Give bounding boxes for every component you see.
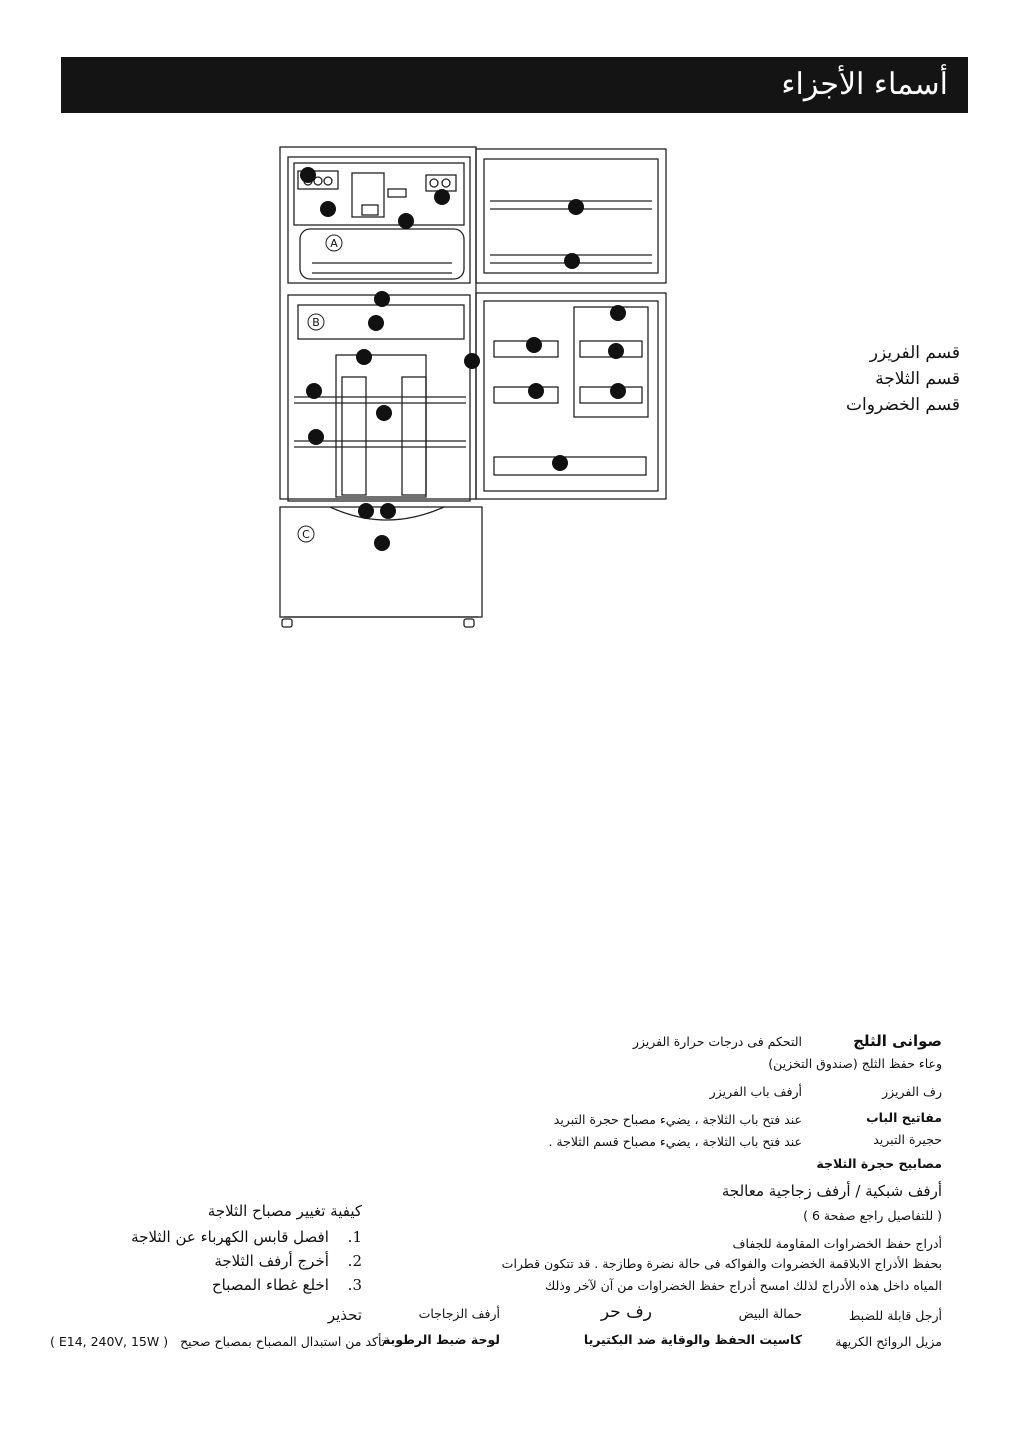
marker — [308, 429, 324, 445]
marker — [526, 337, 542, 353]
part-ice-bin: وعاء حفظ الثلج (صندوق التخزين) — [768, 1056, 942, 1071]
step-number: 1. — [347, 1228, 362, 1246]
title-bar — [61, 57, 968, 113]
marker — [306, 383, 322, 399]
step-text: أخرج أرفف الثلاجة — [214, 1252, 329, 1270]
part-egg-tray: حمالة البيض — [738, 1306, 802, 1321]
marker — [368, 315, 384, 331]
marker — [464, 353, 480, 369]
lamp-step — [212, 1276, 362, 1294]
part-deodorizer: مزيل الروائح الكريهة — [835, 1334, 942, 1349]
lamp-change-title: كيفية تغيير مصباح الثلاجة — [207, 1202, 362, 1220]
bulb-spec: ( E14, 240V, 15W ) — [50, 1334, 169, 1349]
part-freezer-shelf: رف الفريزر — [882, 1084, 942, 1099]
part-adjustable-legs: أرجل قابلة للضبط — [848, 1308, 942, 1323]
marker — [356, 349, 372, 365]
part-shelves: أرفف شبكية / أرفف زجاجية معالجة — [721, 1182, 942, 1200]
part-door-switches: مفاتيح الباب — [866, 1110, 942, 1125]
part-crisper-title: أدراج حفظ الخضراوات المقاومة للجفاف — [732, 1236, 942, 1251]
label-b: B — [312, 316, 320, 329]
part-crisper-desc-2: المياه داخل هذه الأدراج لذلك امسح أدراج حفظ الخضراوات من آن لآخر وذلك — [544, 1278, 942, 1293]
marker — [358, 503, 374, 519]
refrigerator-diagram — [276, 145, 676, 635]
part-free-shelf: رف حر — [600, 1302, 652, 1322]
section-freezer: قسم الفريزر — [869, 343, 960, 363]
marker — [398, 213, 414, 229]
part-shelves-ref: ( للتفاصيل راجع صفحة 6 ) — [803, 1208, 942, 1223]
part-bottle-shelves: أرفف الزجاجات — [418, 1306, 500, 1321]
parts-list — [370, 1032, 942, 1382]
label-c: C — [302, 528, 310, 541]
marker — [320, 201, 336, 217]
part-chiller-desc: عند فتح باب الثلاجة ، يضيء مصباح قسم الثلاجة . — [548, 1134, 802, 1149]
lamp-step — [214, 1252, 362, 1270]
marker — [552, 455, 568, 471]
part-ice-trays: صوانى الثلج — [853, 1032, 942, 1050]
marker — [374, 535, 390, 551]
step-number: 2. — [347, 1252, 362, 1270]
marker — [376, 405, 392, 421]
section-labels — [846, 340, 960, 418]
part-fridge-lamps: مصابيح حجرة الثلاجة — [816, 1156, 942, 1171]
part-chiller: حجيرة التبريد — [873, 1132, 942, 1147]
marker — [380, 503, 396, 519]
marker — [610, 305, 626, 321]
part-humidity-panel: لوحة ضبط الرطوبة — [382, 1332, 500, 1347]
marker — [374, 291, 390, 307]
step-number: 3. — [347, 1276, 362, 1294]
marker — [608, 343, 624, 359]
lower-drawer — [280, 507, 482, 617]
warning-line — [50, 1334, 385, 1349]
marker — [300, 167, 316, 183]
warning-title: تحذير — [327, 1306, 362, 1324]
part-door-switches-desc: عند فتح باب الثلاجة ، يضيء مصباح حجرة التبريد — [553, 1112, 802, 1127]
marker — [434, 189, 450, 205]
page-title: أسماء الأجزاء — [781, 67, 948, 102]
section-vegetables: قسم الخضروات — [846, 395, 960, 415]
warning-text: تأكد من استبدال المصباح بمصباح صحيح — [180, 1334, 386, 1349]
part-antibacterial: كاسيت الحفظ والوقاية ضد البكتيريا — [583, 1332, 802, 1347]
fridge-door — [476, 293, 666, 499]
step-text: اخلع غطاء المصباح — [211, 1276, 329, 1294]
marker — [564, 253, 580, 269]
marker — [610, 383, 626, 399]
part-crisper-desc-1: بحفظ الأدراج الابلاقمة الخضروات والفواكه فى حالة نضرة وطازجة . قد تتكون قطرات — [501, 1256, 942, 1271]
label-a: A — [330, 237, 338, 250]
part-freezer-door-shelves: أرفف باب الفريزر — [709, 1084, 802, 1099]
part-freezer-temp-control: التحكم فى درجات حرارة الفريزر — [632, 1034, 802, 1049]
marker — [568, 199, 584, 215]
marker — [528, 383, 544, 399]
step-text: افصل قابس الكهرباء عن الثلاجة — [131, 1228, 329, 1246]
section-fridge: قسم الثلاجة — [875, 369, 960, 389]
lamp-step — [131, 1228, 362, 1246]
